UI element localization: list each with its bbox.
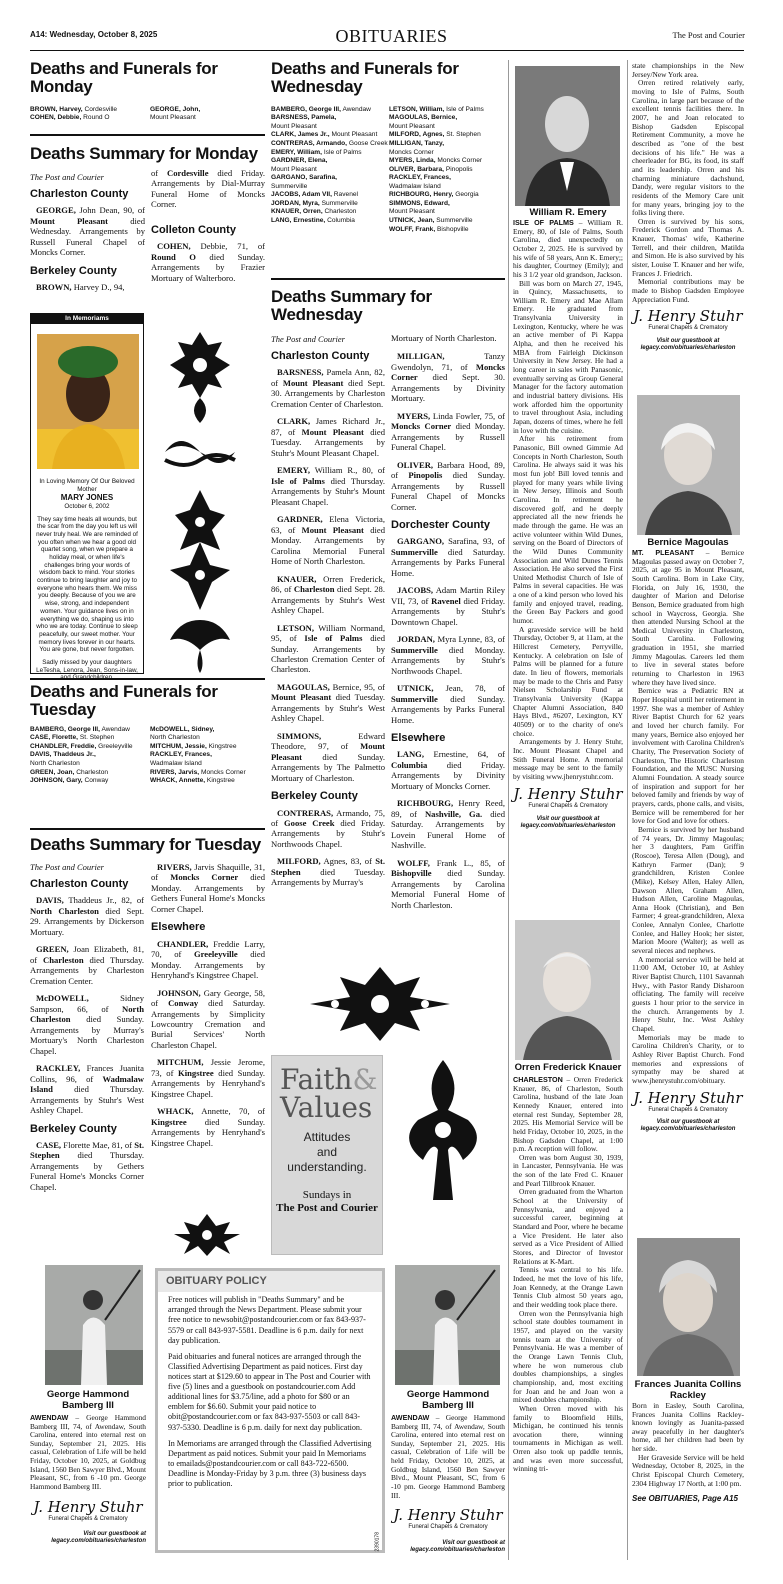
section-heading: Deaths Summary for Tuesday <box>30 835 261 854</box>
death-notice: BROWN, Harvey D., 94, <box>36 281 125 292</box>
funeral-home-logo: J. Henry Stuhr <box>633 1088 743 1107</box>
summary-column <box>271 330 385 895</box>
deaths-summary-monday <box>30 145 265 163</box>
list-item: McDOWELL, Sidney, North Charleston <box>150 725 215 742</box>
deaths-funerals-wednesday <box>271 60 505 234</box>
death-notice: of Cordesville died Friday. Arrangements by Dial-Murray Funeral Home of Moncks Corner. <box>151 168 265 210</box>
list-item: CLARK, James Jr., Mount Pleasant <box>271 131 378 139</box>
list-item: BAMBERG, George III, Awendaw <box>271 105 371 113</box>
obituary-knauer-continued <box>632 62 744 352</box>
death-notice: OLIVER, Barbara Hood, 89, of Pinopolis died Sunday. Arrangements by Russell Funeral Chapel of Moncks Corner. <box>391 459 505 512</box>
list-item: CASE, Florette, St. Stephen <box>30 734 115 742</box>
section-title: OBITUARIES <box>335 26 448 46</box>
obituary-name: George Hammond Bamberg III <box>46 1389 130 1411</box>
obituary-magoulas <box>632 538 744 1133</box>
obituary-emery <box>513 208 623 830</box>
guestbook-link[interactable]: legacy.com/obituaries/charleston <box>410 1546 505 1553</box>
guestbook-line: Visit our guestbook at <box>656 337 720 344</box>
guestbook-link[interactable]: legacy.com/obituaries/charleston <box>51 1538 146 1545</box>
list-item: GARDNER, Elena, Mount Pleasant <box>271 157 328 173</box>
memoriam-intro: In Loving Memory Of Our Beloved Mother <box>39 478 135 493</box>
death-notice: GARDNER, Elena Victoria, 63, of Mount Pleasant died Monday. Arrangements by Carolina Memorial Funeral Home of North Charleston. <box>271 514 385 567</box>
ad-tagline: understanding. <box>287 1160 367 1174</box>
obituary-rackley <box>632 1380 744 1504</box>
death-notice: GEORGE, John Dean, 90, of Mount Pleasant died Wednesday. Arrangements by Russell Funeral Chapel of Moncks Corner. <box>30 205 145 258</box>
obituary-text: Born in Easley, South Carolina, Frances Juanita Collins Rackley-known lovingly as Juanita-passed away peacefully in her daughter's home, all her children had been by her side. Her Graveside Service will be held Wednesday, October 8, 2025, in the Christ Episcopal Church Cemetery, 2304 Highway 17 North, at 1:00 pm. <box>632 1400 744 1488</box>
death-notice: CONTRERAS, Armando, 75, of Goose Creek died Friday. Arrangements by Stuhr's Northwoods Chapel. <box>271 807 386 849</box>
guestbook-line: Visit our guestbook at <box>536 815 600 822</box>
county-heading: Elsewhere <box>391 732 446 745</box>
list-item: GARGANO, Sarafina, Summerville <box>271 174 337 190</box>
deaths-summary-wednesday <box>271 288 505 324</box>
death-notice: JORDAN, Myra Lynne, 83, of Summerville died Monday. Arrangements by Stuhr's Northwoods Chapel. <box>391 634 505 676</box>
death-notice: GARGANO, Sarafina, 93, of Summerville died Saturday. Arrangements by Parks Funeral Home. <box>391 536 505 578</box>
ad-title: Faith <box>280 1063 353 1096</box>
funeral-home-name: Funeral Chapels & Crematory <box>648 325 728 332</box>
list-item: RICHBOURG, Henry, Georgia <box>389 191 479 199</box>
summary-column <box>151 168 265 290</box>
funeral-home-name: Funeral Chapels & Crematory <box>648 1106 728 1113</box>
county-heading: Berkeley County <box>30 1122 117 1135</box>
guestbook-link[interactable]: legacy.com/obituaries/charleston <box>520 822 616 829</box>
obituary-text: ISLE OF PALMS – William R. Emery, 80, of Isle of Palms, South Carolina, died unexpectedly on October 2, 2025. He is survived by his wife of 58 years, Ann K. Emery;; his daughter, Courtney (Emily); and his 3 1/2 year old grandson, Jackson. Bill was born on March 27, 1945, in Quincy, Massachusetts, to William R. Emery and Mae Allam Emery. He graduated from Transylvania University in Lexington, Kentucky, where he was an active member of Pi Kappa Alpha, and then he received his MBA from Fairleigh Dickinson University in New Jersey. He had a long career in sales with Panasonic, eventually serving as Group General Manager for the factory automation and industrial battery divisions. His work afforded him the opportunity to travel throughout Asia, including Japan, dozens of times, where he fell in love with the cuisine. After his retirement from Panasonic, Bill owned Gimmie Ad Concepts in North Charleston, South Carolina. He always said it was his most fun job! Bill loved tennis and played for many years while living in New Jersey, Illinois and South Carolina. In retirement he discovered golf, and he deeply appreciated all the new friends he made through the game. He was an active volunteer within Wild Dunes, serving on the Board of Directors of the Wild Dunes Community Association and Wild Dunes Tennis Association. He also served the First United Methodist Church of Isle of Palms in several capacities. He was a one of a kind person who loved his family and enjoyed travel, reading, the Green Bay Packers and good humor. A graveside service will be held Thursday, October 9, at 11am, at the Hillcrest Cemetery, Perryville, Kentucky. A celebration on Isle of Palms will be planned for a future date. In lieu of flowers, memorials may be made to the Chris and Patsy Nielsen Scholarship Fund at Transylvania University (Kappa Chapter Alumni Association, 840 Hays Blvd., #6207, Lexington, KY 40509) or to the charity of one's choice. Arrangements by J. Henry Stuhr, Inc. Mount Pleasant Chapel and Stith Funeral Home. A memorial message may be sent to the family by visiting www.jhenrystuhr.com. <box>513 217 623 781</box>
death-notice: LANG, Ernestine, 64, of Columbia died Friday. Arrangements by Divinity Mortuary of Moncks Corner. <box>391 749 505 791</box>
memoriam-poem: They say time heals all wounds, but the scar from the day you left us will never truly heal. We are reminded of you often when we hear a good old quartet song, when we prepare a holiday meal, or when life's challenges bring your words of wisdom back to mind. Your stories continue to bring laughter and joy to everyone who hears them. We miss you deeply. Because of you we are wise, strong, and independent women. Your guidance lives on in everything we do, shaping us into who we are today. Continue to sleep peacefully, our sweet mother. Your memory lives forever in our hearts. You are gone, but never forgotten. <box>36 515 138 654</box>
masthead-name: The Post and Courier <box>672 30 745 40</box>
list-item: JOHNSON, Gary, Conway <box>30 777 109 785</box>
policy-paragraph: Free notices will publish in "Deaths Summary" and be arranged through the News Department. Please submit your free notice to newsobit@postandcourier.com or fax 843-937-5579 or call 843-937-5581. Deadline is 6 p.m. daily for next day publication. <box>168 1295 366 1345</box>
page-date-folio: A14: Wednesday, October 8, 2025 <box>30 30 158 39</box>
funeral-home-name: Funeral Chapels & Crematory <box>408 1524 488 1531</box>
death-notice: WHACK, Annette, 70, of Kingstree died Sunday. Arrangements by Henryhand's Kingstree Chapel. <box>151 1106 265 1148</box>
death-notice: CHANDLER, Freddie Larry, 70, of Greeleyville died Monday. Arrangements by Henryhand's Kingstree Chapel. <box>151 938 265 981</box>
ad-ampersand: & <box>352 1063 378 1096</box>
obituary-text: MT. PLEASANT – Bernice Magoulas passed away on October 7, 2025, at age 95 in Mount Pleasant, South Carolina. Born in Lake City, Florida, on July 16, 1930, the daughter of Marion and Delorise Benson, Bernice graduated from high school in Waycross, Georgia. She then attended Nursing School at the Medical University in Charleston, South Carolina. Following graduation in 1951, she married Jimmy Magoulas. Careers led them to live in several states before returning to Charleston in 1963 where they have lived since. Bernice was a Pediatric RN at Roper Hospital until her retirement in 1997. She was a member of Ashley River Baptist Church for 62 years and loved her church family. For many years, Bernice also enjoyed her involvement with Carolina Children's Charity, The Preservation Society of Charleston, The Historic Charleston Foundation, and the MUSC Nursing Alumni Foundation. A steady source of inspiration and support for her beloved family and friends by way of prayers, cards, phone calls, and visits, Bernice will be remembered for her love for God and love for others. Bernice is survived by her husband of 74 years, Dr. Jimmy Magoulas; her 3 daughters, Pam Griffin (Roscoe), Teresa Allen (Doug), and Kathryn Farmer (Dan); 9 grandchildren, Kristen Conlee (Mike), Kelsey Allen, Haley Allen, Dawson Allen, Graham Allen, Hudson Allen, Caroline Magoulas, Anna Hook (Christian), and Ben Farmer; 4 great-grandchildren, Alexa Conlee, Annalyn Conlee, Charlotte Conlee, and Halley Hook; her sister, Marion Moore (Walter); as well as several nieces and nephews. A memorial service will be held at 11:00 AM, October 10, at Ashley River Baptist Church, 1101 Savannah Hwy., with Pastor Randy Disharoon officiating. The family will receive guests 1 hour prior to the service in the church. Arrangements by J. Henry Stuhr, Inc. West Ashley Chapel. Memorials may be made to Carolina Children's Charity, or to Ashley River Baptist Church. Fond memories and expressions of sympathy may be shared at www.jhenrystuhr.com/obituary. <box>632 547 745 1085</box>
section-heading: Deaths and Funerals for Monday <box>30 59 218 96</box>
list-item: CHANDLER, Freddie, Greeleyville <box>30 742 133 750</box>
ad-tagline: Attitudes <box>303 1130 351 1144</box>
ornament-icon <box>160 330 240 425</box>
list-item: RACKLEY, Frances, Wadmalaw Island <box>150 751 212 767</box>
list-item: BROWN, Harvey, Cordesville <box>30 105 118 113</box>
death-notice: MILFORD, Agnes, 83, of St. Stephen died Tuesday. Arrangements by Murray's <box>271 856 385 888</box>
deaths-funerals-tuesday <box>30 683 265 786</box>
death-notice: UTNICK, Jean, 78, of Summerville died Sunday. Arrangements by Parks Funeral Home. <box>391 683 505 725</box>
death-notice: EMERY, William R., 80, of Isle of Palms died Thursday. Arrangements by Stuhr's Mount Pleasant Chapel. <box>271 465 385 507</box>
death-notice: DAVIS, Thaddeus Jr., 82, of North Charleston died Sept. 29. Arrangements by Dickerson Mortuary. <box>30 895 144 937</box>
list-item: EMERY, William, Isle of Palms <box>271 148 362 156</box>
list-item: JORDAN, Myra, Summerville <box>271 199 358 207</box>
ornament-icon <box>160 1212 255 1257</box>
list-item: LANG, Ernestine, Columbia <box>271 217 355 224</box>
county-heading: Elsewhere <box>151 921 206 934</box>
death-notice: COHEN, Debbie, 71, of Round O died Sunday. Arrangements by Frazier Mortuary of Walterboro. <box>151 241 265 283</box>
death-notice: CASE, Florette Mae, 81, of St. Stephen died Thursday. Arrangements by Gethers Funeral Home's Moncks Corner Chapel. <box>30 1139 144 1192</box>
guestbook-line: Visit our guestbook at <box>656 1118 720 1125</box>
county-heading: Charleston County <box>30 878 129 891</box>
obituary-name: Bernice Magoulas <box>647 537 729 548</box>
list-item: LETSON, William, Isle of Palms <box>389 105 484 113</box>
policy-paragraph: In Memoriams are arranged through the Classified Advertising Department as paid notices. Submit your paid In Memoriams to emailads@postandcourier.com or call 843-722-6500. Deadline is Monday-Friday by 3 p.m. three (3) business days prior to publication. <box>168 1438 372 1489</box>
memoriam-signoff: Sadly missed by your daughters LeTesha, Lenora, Jean, Sons-in-law, <box>36 658 138 674</box>
death-notice: BARSNESS, Pamela Ann, 82, of Mount Pleasant died Sept. 30. Arrangements by Charleston Cremation Center of Charleston. <box>271 367 385 409</box>
ad-paper: The Post and Courier <box>276 1202 378 1215</box>
deaths-funerals-monday <box>30 60 265 123</box>
list-item: CONTRERAS, Armando, Goose Creek <box>271 139 388 147</box>
list-item: JACOBS, Adam VII, Ravenel <box>271 191 358 199</box>
guestbook-link[interactable]: legacy.com/obituaries/charleston <box>640 1125 736 1132</box>
death-notice: JOHNSON, Gary George, 58, of Conway died Saturday. Arrangements by Simplicity Lowcountry Cremation and Burial Services' North Charleston Chapel. <box>151 987 265 1050</box>
obituary-text: state championships in the New Jersey/New York area. Orren retired relatively early, moving to Isle of Palms, South Carolina, in large part because of the excellent tennis facilities there. In 2007, he and Joan relocated to Bishop Gadsden Episcopal Retirement Community, a move he described as "one of the best decisions of his life." He was a cheerleader for BG, its food, its staff and its leadership. Orren and his charming miniature dachshund, Dandy, were regular visitors to the residents of the Memory Care unit for many years, bringing joy to the folks living there. Orren is survived by his sons, Frederick Gordon and Thomas A. Knauer, Thomas' wife, Katherine Terrell, and their children, Matilda and Simon. He is also survived by his sister, Louise T. Knauer and her wife, Frances J. Friedrich. Memorial contributions may be made to Bishop Gadsden Employee Appreciation Fund. <box>632 61 744 304</box>
death-notice: RICHBOURG, Henry Reed, 89, of Nashville, Ga. died Saturday. Arrangements by Lovein Funeral Home of Nashville. <box>391 798 506 851</box>
obituary-photo <box>395 1265 500 1385</box>
death-notice: SIMMONS, Edward Theodore, 97, of Mount Pleasant died Sunday. Arrangements by The Palmetto Mortuary of Charleston. <box>271 730 385 783</box>
list-item: WOLFF, Frank, Bishopville <box>389 225 469 233</box>
ornament-icon <box>160 490 240 610</box>
ad-code: 2390178 <box>374 1532 380 1552</box>
summary-column <box>151 862 265 1155</box>
guestbook-link[interactable]: legacy.com/obituaries/charleston <box>640 344 736 351</box>
obituary-policy-box <box>155 1268 385 1553</box>
list-item: OLIVER, Barbara, Pinopolis <box>389 165 473 173</box>
list-item: WHACK, Annette, Kingstree <box>150 777 235 785</box>
death-notice: RIVERS, Jarvis Shaquille, 31, of Moncks Corner died Monday. Arrangements by Gethers Funeral Home's Moncks Corner Chapel. <box>151 862 265 914</box>
obituary-text: AWENDAW – George Hammond Bamberg III, 74, of Awendaw, South Carolina, entered into eternal rest on Sunday, September 21, 2025. His casual, Celebration of Life will be held Friday, October 10, 2025, at Goldbug Island, 1560 Ben Sawyer Blvd., Mount Pleasant, SC, from 6 -10 pm. George Hammond Bamberg III. <box>391 1412 505 1500</box>
faith-values-ad <box>271 1055 383 1255</box>
funeral-home-name: Funeral Chapels & Crematory <box>48 1515 128 1522</box>
policy-paragraph: Paid obituaries and funeral notices are arranged through the Classified Advertising Department as paid notices. First day notices start at $129.60 to appear in The Post and Courier with five (5) lines and a guestbook on postandcourier.com Add additional lines for $3.75/line, add a photo for $80 or an emblem for $6.60. Submit your paid notice to obit@postandcourier.com or fax 843-937-5503 or call 843-937-5330. Deadline is 6 p.m. daily for next day publication. <box>168 1351 371 1432</box>
obituary-photo <box>45 1265 143 1385</box>
death-notice: McDOWELL, Sidney Sampson, 66, of North Charleston died Sunday. Arrangements by Murray's Mortuary's North Charleston Chapel. <box>30 993 144 1056</box>
obituary-photo <box>515 66 620 206</box>
death-notice: CLARK, James Richard Jr., 87, of Mount Pleasant died Tuesday. Arrangements by Stuhr's Mount Pleasant Chapel. <box>271 416 385 458</box>
county-heading: Berkeley County <box>30 264 117 277</box>
source-credit: The Post and Courier <box>30 862 104 872</box>
ad-tagline: and <box>316 1145 338 1159</box>
county-heading: Dorchester County <box>391 519 491 532</box>
list-item: KNAUER, Orren, Charleston <box>271 208 357 216</box>
funeral-home-logo: J. Henry Stuhr <box>33 1497 143 1516</box>
funeral-home-logo: J. Henry Stuhr <box>633 307 743 326</box>
source-credit: The Post and Courier <box>30 172 104 182</box>
list-item: BAMBERG, George III, Awendaw <box>30 725 130 733</box>
obituary-knauer <box>513 1063 623 1474</box>
list-item: MITCHUM, Jessie, Kingstree <box>150 742 237 750</box>
guestbook-line: Visit our guestbook at <box>83 1530 146 1537</box>
obituary-photo <box>515 920 620 1060</box>
county-heading: Charleston County <box>30 188 129 201</box>
list-item: MILFORD, Agnes, St. Stephen <box>389 131 481 139</box>
list-item: RIVERS, Jarvis, Moncks Corner <box>150 768 246 776</box>
obituary-bamberg-left <box>30 1390 146 1545</box>
death-notice: RACKLEY, Frances Juanita Collins, 96, of Wadmalaw Island died Thursday. Arrangements by Stuhr's West Ashley Chapel. <box>30 1063 144 1116</box>
list-item: GREEN, Joan, Charleston <box>30 768 109 776</box>
ad-sundays: Sundays in <box>302 1189 352 1201</box>
source-credit: The Post and Courier <box>271 334 345 344</box>
obituary-name: George Hammond Bamberg III <box>406 1389 490 1411</box>
deaths-summary-tuesday <box>30 836 265 854</box>
death-notice: MILLIGAN, Tanzy Gwendolyn, 71, of Moncks Corner died Sept. 30. Arrangements by Divinity Mortuary. <box>391 351 505 404</box>
death-notice: GREEN, Joan Elizabeth, 81, of Charleston died Thursday. Arrangements by Charleston Cremation Center. <box>30 944 144 986</box>
ornament-icon <box>160 430 240 475</box>
list-item: COHEN, Debbie, Round O <box>30 114 110 122</box>
list-item: DAVIS, Thaddeus Jr., North Charleston <box>30 751 96 767</box>
death-notice: KNAUER, Orren Frederick, 86, of Charleston died Sept. 28. Arrangements by Stuhr's West Ashley Chapel. <box>271 573 385 616</box>
obituary-bamberg-center <box>391 1390 505 1554</box>
in-memoriam-box <box>30 313 144 674</box>
obituary-name: Orren Frederick Knauer <box>514 1062 622 1073</box>
summary-column <box>391 333 505 917</box>
death-notice: LETSON, William Normand, 95, of Isle of Palms died Sunday. Arrangements by Charleston Cremation Center of Charleston. <box>271 622 385 675</box>
list-item: SIMMONS, Edward, Mount Pleasant <box>389 199 450 216</box>
memoriam-date: October 6, 2002 <box>64 503 110 511</box>
county-heading: Colleton County <box>151 223 236 236</box>
obituary-text: AWENDAW – George Hammond Bamberg III, 74, of Awendaw, South Carolina, entered into eternal rest on Sunday, September 21, 2025. His casual, Celebration of Life will be held Friday, October 10, 2025, at Goldbug Island, 1560 Ben Sawyer Blvd., Mount Pleasant, SC, from 6 -10 pm. George Hammond Bamberg III. <box>30 1412 146 1492</box>
in-memoriam-label: In Memoriams <box>31 314 143 324</box>
obituary-text: CHARLESTON – Orren Frederick Knauer, 86, of Charleston, South Carolina, husband of the late Joan Kennedy Knauer, entered into eternal rest Sunday, September 28, 2025. His Memorial Service will be held Friday, October 10, 2025, in the Bishop Gadsden Chapel, at 1:00 p.m. A reception will follow. Orren was born August 30, 1939, in Lancaster, Pennsylvania. He was the son of the late Fred C. Knauer and Pearl Tillbrook Knauer. Orren graduated from the Wharton School at the University of Pennsylvania, and enjoyed a successful career, beginning at Standard and Poor, where he became a Vice President. He later also served as a Vice President of Allied Stores, and Director of Investor Relations at K-Mart. Tennis was central to his life. Indeed, he met the love of his life, Joan Kennedy, at the Orange Lawn Tennis Club almost 50 years ago, and their wedding took place there. Orren won the Pennsylvania high school state doubles tournament in 1957, and played on the varsity tennis team at the University of Pennsylvania. He was a member of the Orange Lawn Tennis Club, where he won numerous club doubles championships, a singles championship, and, most exciting for Joan and he and Joan won a mixed doubles championship. When Orren moved with his family to Bloomfield Hills, Michigan, he continued his tennis avocation there, winning tournaments in Michigan as well. Orren also took up paddle tennis, and was even more successful, winning tri- <box>513 1074 623 1474</box>
obituary-name: William R. Emery <box>529 207 607 218</box>
death-notice: MYERS, Linda Fowler, 75, of Moncks Corner died Monday. Arrangements by Russell Funeral Chapel. <box>391 410 506 453</box>
obituary-photo <box>637 395 740 535</box>
list-item: RACKLEY, Frances, Wadmalaw Island <box>389 174 451 190</box>
memoriam-photo <box>37 334 139 469</box>
county-heading: Charleston County <box>271 350 370 363</box>
summary-column <box>30 168 145 299</box>
jump-line[interactable]: See OBITUARIES, Page A15 <box>632 1494 738 1504</box>
obituary-name: Frances Juanita Collins Rackley <box>634 1379 742 1401</box>
death-notice-continued: Mortuary of North Charleston. <box>391 333 497 343</box>
death-notice: MAGOULAS, Bernice, 95, of Mount Pleasant died Tuesday. Arrangements by Stuhr's West Ashley Chapel. <box>271 681 385 724</box>
section-heading: Deaths Summary for Wednesday <box>271 287 432 324</box>
funeral-home-logo: J. Henry Stuhr <box>393 1506 503 1525</box>
ornament-icon <box>305 965 455 1043</box>
summary-column <box>30 858 144 1199</box>
ornament-icon <box>393 1060 493 1200</box>
section-heading: Deaths and Funerals for Wednesday <box>271 59 459 96</box>
death-notice: MITCHUM, Jessie Jerome, 73, of Kingstree died Sunday. Arrangements by Henryhand's Kingstree Chapel. <box>151 1057 266 1099</box>
memoriam-name: MARY JONES <box>60 493 114 503</box>
ornament-icon <box>160 615 240 675</box>
section-heading: Deaths and Funerals for Tuesday <box>30 682 218 719</box>
list-item: MILLIGAN, Tanzy, Moncks Corner <box>389 139 445 156</box>
ad-title: Values <box>280 1091 373 1124</box>
guestbook-line: Visit our guestbook at <box>442 1539 505 1546</box>
death-notice: WOLFF, Frank L., 85, of Bishopville died Sunday. Arrangements by Carolina Memorial Funeral Home of North Charleston. <box>391 857 505 910</box>
list-item: MAGOULAS, Bernice, Mount Pleasant <box>389 114 458 130</box>
list-item: BARSNESS, Pamela, Mount Pleasant <box>271 114 337 130</box>
list-item: MYERS, Linda, Moncks Corner <box>389 157 483 165</box>
funeral-home-logo: J. Henry Stuhr <box>513 784 623 803</box>
policy-title: OBITUARY POLICY <box>158 1271 382 1292</box>
section-heading: Deaths Summary for Monday <box>30 144 258 163</box>
county-heading: Berkeley County <box>271 790 358 803</box>
funeral-home-name: Funeral Chapels & Crematory <box>528 802 608 809</box>
list-item: GEORGE, John, Mount Pleasant <box>150 105 201 122</box>
obituary-photo <box>637 1238 740 1376</box>
list-item: UTNICK, Jean, Summerville <box>389 217 473 224</box>
death-notice: JACOBS, Adam Martin Riley VII, 73, of Ravenel died Friday. Arrangements by Stuhr's Downtown Chapel. <box>391 585 505 627</box>
